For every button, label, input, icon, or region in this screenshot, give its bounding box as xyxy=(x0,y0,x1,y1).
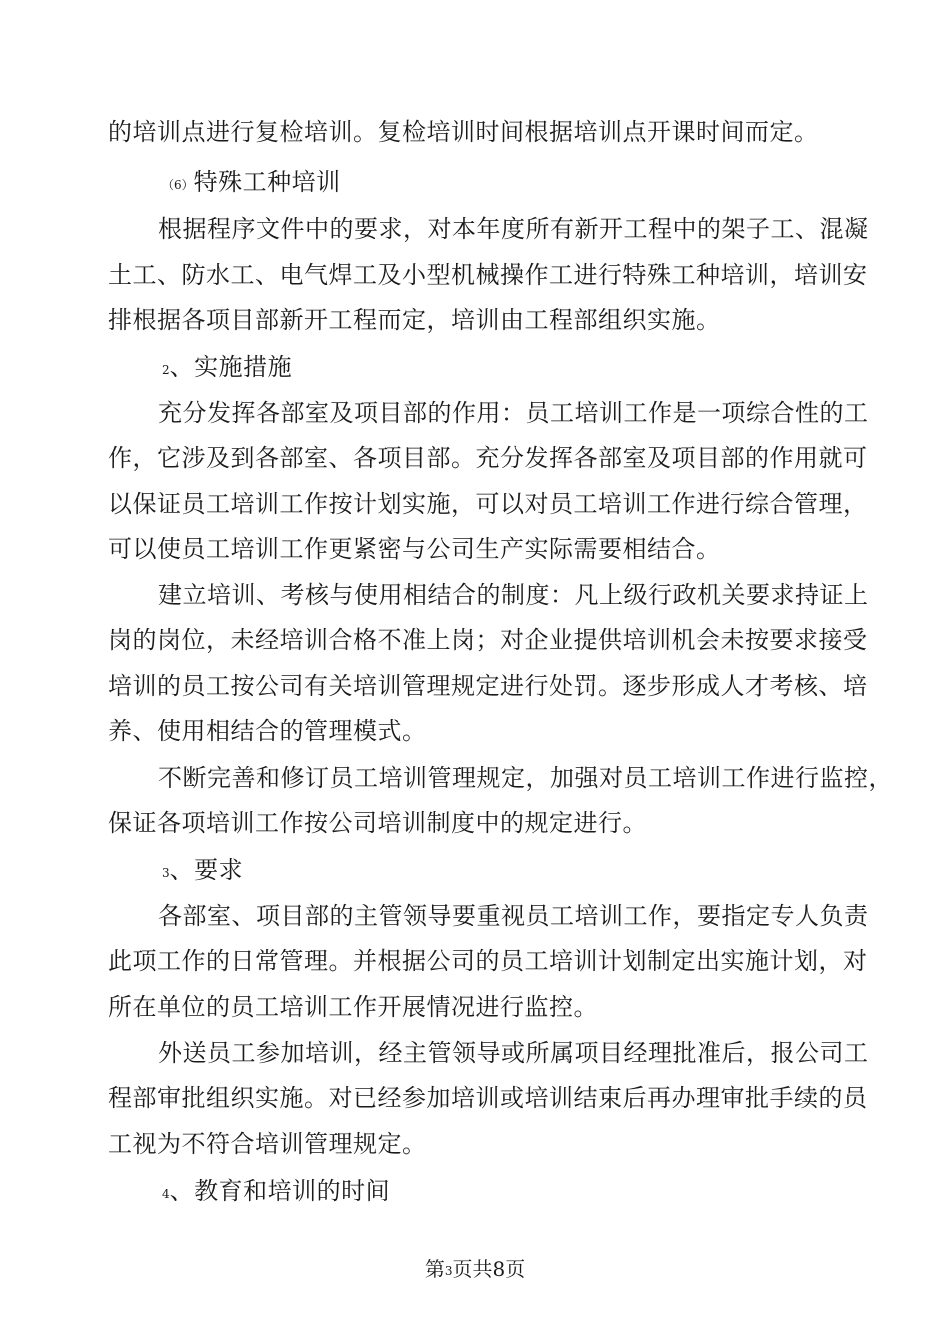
paragraph-line: 此项工作的日常管理。并根据公司的员工培训计划制定出实施计划，对 xyxy=(108,947,868,975)
paragraph-line: 外送员工参加培训，经主管领导或所属项目经理批准后，报公司工 xyxy=(158,1039,869,1067)
paragraph-line: 作，它涉及到各部室、各项目部。充分发挥各部室及项目部的作用就可 xyxy=(108,444,868,472)
item-number: 2 xyxy=(162,363,170,377)
paragraph-line: 充分发挥各部室及项目部的作用：员工培训工作是一项综合性的工 xyxy=(158,399,869,427)
section-heading-training-time: 4、教育和培训的时间 xyxy=(162,1177,391,1205)
footer-middle: 页共 xyxy=(452,1257,493,1281)
paragraph-line: 养、使用相结合的管理模式。 xyxy=(108,717,427,745)
section-heading-measures: 2、实施措施 xyxy=(162,353,293,381)
paragraph-line: 的培训点进行复检培训。复检培训时间根据培训点开课时间而定。 xyxy=(108,118,819,146)
paragraph-line: 不断完善和修订员工培训管理规定，加强对员工培训工作进行监控， xyxy=(158,764,893,792)
paragraph-line: 保证各项培训工作按公司培训制度中的规定进行。 xyxy=(108,809,647,837)
paragraph-line: 可以使员工培训工作更紧密与公司生产实际需要相结合。 xyxy=(108,535,721,563)
item-number: 4 xyxy=(162,1187,170,1201)
paragraph-line: 土工、防水工、电气焊工及小型机械操作工进行特殊工种培训，培训安 xyxy=(108,261,868,289)
paragraph-line: 建立培训、考核与使用相结合的制度：凡上级行政机关要求持证上 xyxy=(158,581,869,609)
footer-prefix: 第 xyxy=(424,1257,445,1281)
footer-current-page: 3 xyxy=(444,1264,453,1278)
page-footer xyxy=(0,1256,950,1284)
section-heading-special-training: （6）特殊工种培训 xyxy=(162,168,341,196)
paragraph-line: 岗的岗位，未经培训合格不准上岗；对企业提供培训机会未按要求接受 xyxy=(108,626,868,654)
paragraph-line: 排根据各项目部新开工程而定，培训由工程部组织实施。 xyxy=(108,306,721,334)
paragraph-line: 程部审批组织实施。对已经参加培训或培训结束后再办理审批手续的员 xyxy=(108,1084,868,1112)
section-heading-requirements: 3、要求 xyxy=(162,856,244,884)
paragraph-line: 所在单位的员工培训工作开展情况进行监控。 xyxy=(108,993,598,1021)
item-number: 3 xyxy=(162,866,170,880)
item-number: （6） xyxy=(162,178,194,192)
footer-total-pages: 8 xyxy=(492,1257,506,1281)
footer-suffix: 页 xyxy=(505,1257,526,1281)
paragraph-line: 培训的员工按公司有关培训管理规定进行处罚。逐步形成人才考核、培 xyxy=(108,672,868,700)
paragraph-line: 工视为不符合培训管理规定。 xyxy=(108,1130,427,1158)
paragraph-line: 各部室、项目部的主管领导要重视员工培训工作，要指定专人负责 xyxy=(158,902,869,930)
paragraph-line: 根据程序文件中的要求，对本年度所有新开工程中的架子工、混凝 xyxy=(158,215,869,243)
paragraph-line: 以保证员工培训工作按计划实施，可以对员工培训工作进行综合管理， xyxy=(108,490,868,518)
